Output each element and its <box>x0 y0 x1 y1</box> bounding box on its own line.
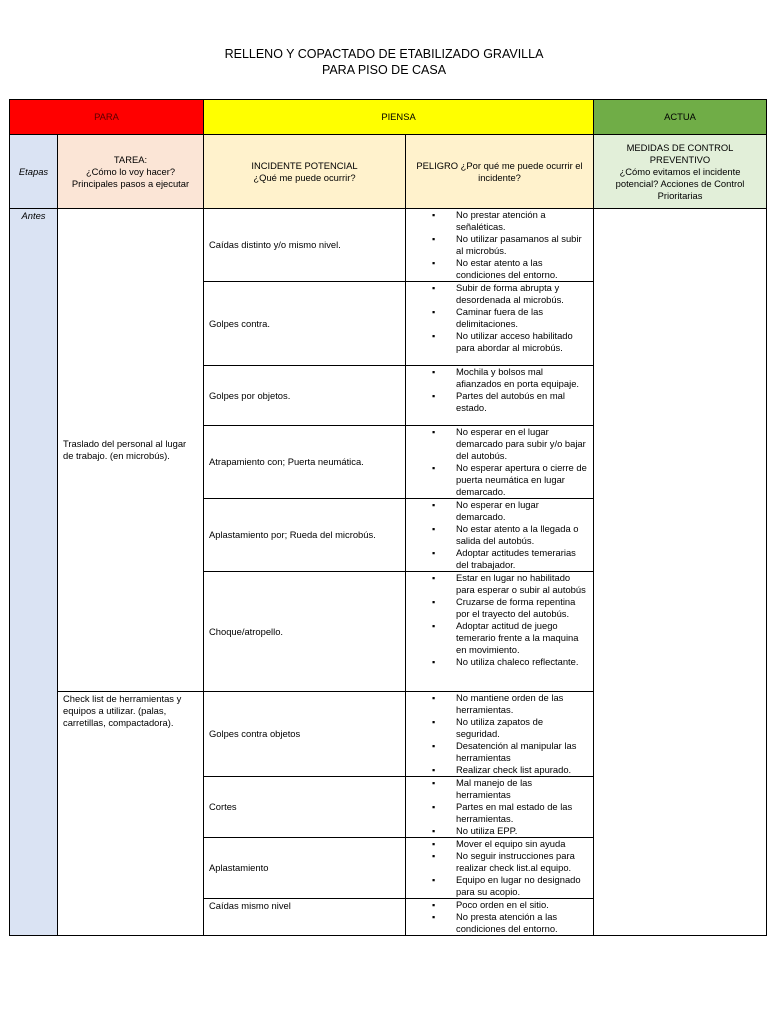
header-medidas-sub: ¿Cómo evitamos el incidente potencial? Acciones de Control Prioritarias <box>615 165 745 201</box>
task-cell: Traslado del personal al lugar de trabajo. (en microbús). <box>58 209 204 692</box>
list-item: ▪ Desatención al manipular las herramientas <box>406 740 589 764</box>
header-incidente-sub: ¿Qué me puede ocurrir? <box>253 171 356 183</box>
list-item: ▪ No utilizar pasamanos al subir al microbús. <box>406 233 589 257</box>
task-cell: Check list de herramientas y equipos a utilizar. (palas, carretillas, compactadora). <box>58 692 204 936</box>
list-item: ▪ No utilizar acceso habilitado para abordar al microbús. <box>406 330 589 354</box>
header-peligro: PELIGRO ¿Por qué me puede ocurrir el incidente? <box>406 135 594 209</box>
header-piensa: PIENSA <box>204 100 594 135</box>
list-item: ▪ No utiliza chaleco reflectante. <box>406 656 589 668</box>
incident-cell: Caídas mismo nivel <box>204 899 406 936</box>
danger-cell <box>406 777 594 838</box>
list-item: ▪ Mochila y bolsos mal afianzados en porta equipaje. <box>406 366 589 390</box>
danger-cell <box>406 899 594 936</box>
list-item: ▪ No seguir instrucciones para realizar check list.al equipo. <box>406 850 589 874</box>
stage-cell: Antes <box>10 209 58 936</box>
list-item: ▪ Cruzarse de forma repentina por el trayecto del autobús. <box>406 596 589 620</box>
incident-cell: Aplastamiento <box>204 838 406 899</box>
header-tarea <box>58 135 204 209</box>
list-item: ▪ Estar en lugar no habilitado para esperar o subir al autobús <box>406 572 589 596</box>
list-item: ▪ No prestar atención a señaléticas. <box>406 209 589 233</box>
danger-cell <box>406 282 594 366</box>
list-item: ▪ Partes del autobús en mal estado. <box>406 390 589 414</box>
header-actua: ACTUA <box>594 100 767 135</box>
header-row-sections <box>10 100 767 135</box>
list-item: ▪ No estar atento a la llegada o salida del autobús. <box>406 523 589 547</box>
incident-cell: Choque/atropello. <box>204 572 406 692</box>
list-item: ▪ No utiliza EPP. <box>406 825 589 837</box>
header-tarea-title: TAREA: <box>113 153 148 165</box>
header-row-columns <box>10 135 767 209</box>
list-item: ▪ Poco orden en el sitio. <box>406 899 589 911</box>
incident-cell: Golpes contra. <box>204 282 406 366</box>
danger-cell <box>406 572 594 692</box>
list-item: ▪ Equipo en lugar no designado para su acopio. <box>406 874 589 898</box>
incident-cell: Golpes por objetos. <box>204 366 406 426</box>
list-item: ▪ Partes en mal estado de las herramientas. <box>406 801 589 825</box>
header-medidas <box>594 135 767 209</box>
list-item: ▪ No mantiene orden de las herramientas. <box>406 692 589 716</box>
list-item: ▪ No esperar apertura o cierre de puerta neumática en lugar demarcado. <box>406 462 589 498</box>
title-line-1: RELLENO Y COPACTADO DE ETABILIZADO GRAVILLA <box>224 47 544 61</box>
header-tarea-sub: ¿Cómo lo voy hacer? Principales pasos a ejecutar <box>71 165 190 189</box>
danger-cell <box>406 692 594 777</box>
list-item: ▪ No presta atención a las condiciones del entorno. <box>406 911 589 935</box>
header-medidas-title: MEDIDAS DE CONTROL PREVENTIVO <box>626 141 734 165</box>
incident-cell: Caídas distinto y/o mismo nivel. <box>204 209 406 282</box>
list-item: ▪ Adoptar actitud de juego temerario frente a la maquina en movimiento. <box>406 620 589 656</box>
header-incidente-title: INCIDENTE POTENCIAL <box>251 159 358 171</box>
table-row <box>10 209 767 282</box>
list-item: ▪ No esperar en lugar demarcado. <box>406 499 589 523</box>
list-item: ▪ Realizar check list apurado. <box>406 764 589 776</box>
list-item: ▪ Mal manejo de las herramientas <box>406 777 589 801</box>
incident-cell: Cortes <box>204 777 406 838</box>
title-line-2: PARA PISO DE CASA <box>321 63 447 77</box>
incident-cell: Atrapamiento con; Puerta neumática. <box>204 426 406 499</box>
control-measures-cell <box>594 209 767 936</box>
list-item: ▪ No esperar en el lugar demarcado para subir y/o bajar del autobús. <box>406 426 589 462</box>
list-item: ▪ Caminar fuera de las delimitaciones. <box>406 306 589 330</box>
incident-cell: Golpes contra objetos <box>204 692 406 777</box>
header-incidente <box>204 135 406 209</box>
danger-cell <box>406 366 594 426</box>
incident-cell: Aplastamiento por; Rueda del microbús. <box>204 499 406 572</box>
danger-cell <box>406 499 594 572</box>
danger-cell <box>406 838 594 899</box>
list-item: ▪ No estar atento a las condiciones del entorno. <box>406 257 589 281</box>
list-item: ▪ Adoptar actitudes temerarias del trabajador. <box>406 547 589 571</box>
list-item: ▪ No utiliza zapatos de seguridad. <box>406 716 589 740</box>
list-item: ▪ Subir de forma abrupta y desordenada al microbús. <box>406 282 589 306</box>
header-para: PARA <box>10 100 204 135</box>
risk-analysis-table <box>9 99 767 936</box>
danger-cell <box>406 209 594 282</box>
danger-cell <box>406 426 594 499</box>
document-title <box>0 46 768 78</box>
list-item: ▪ Mover el equipo sin ayuda <box>406 838 589 850</box>
header-etapas: Etapas <box>10 135 58 209</box>
